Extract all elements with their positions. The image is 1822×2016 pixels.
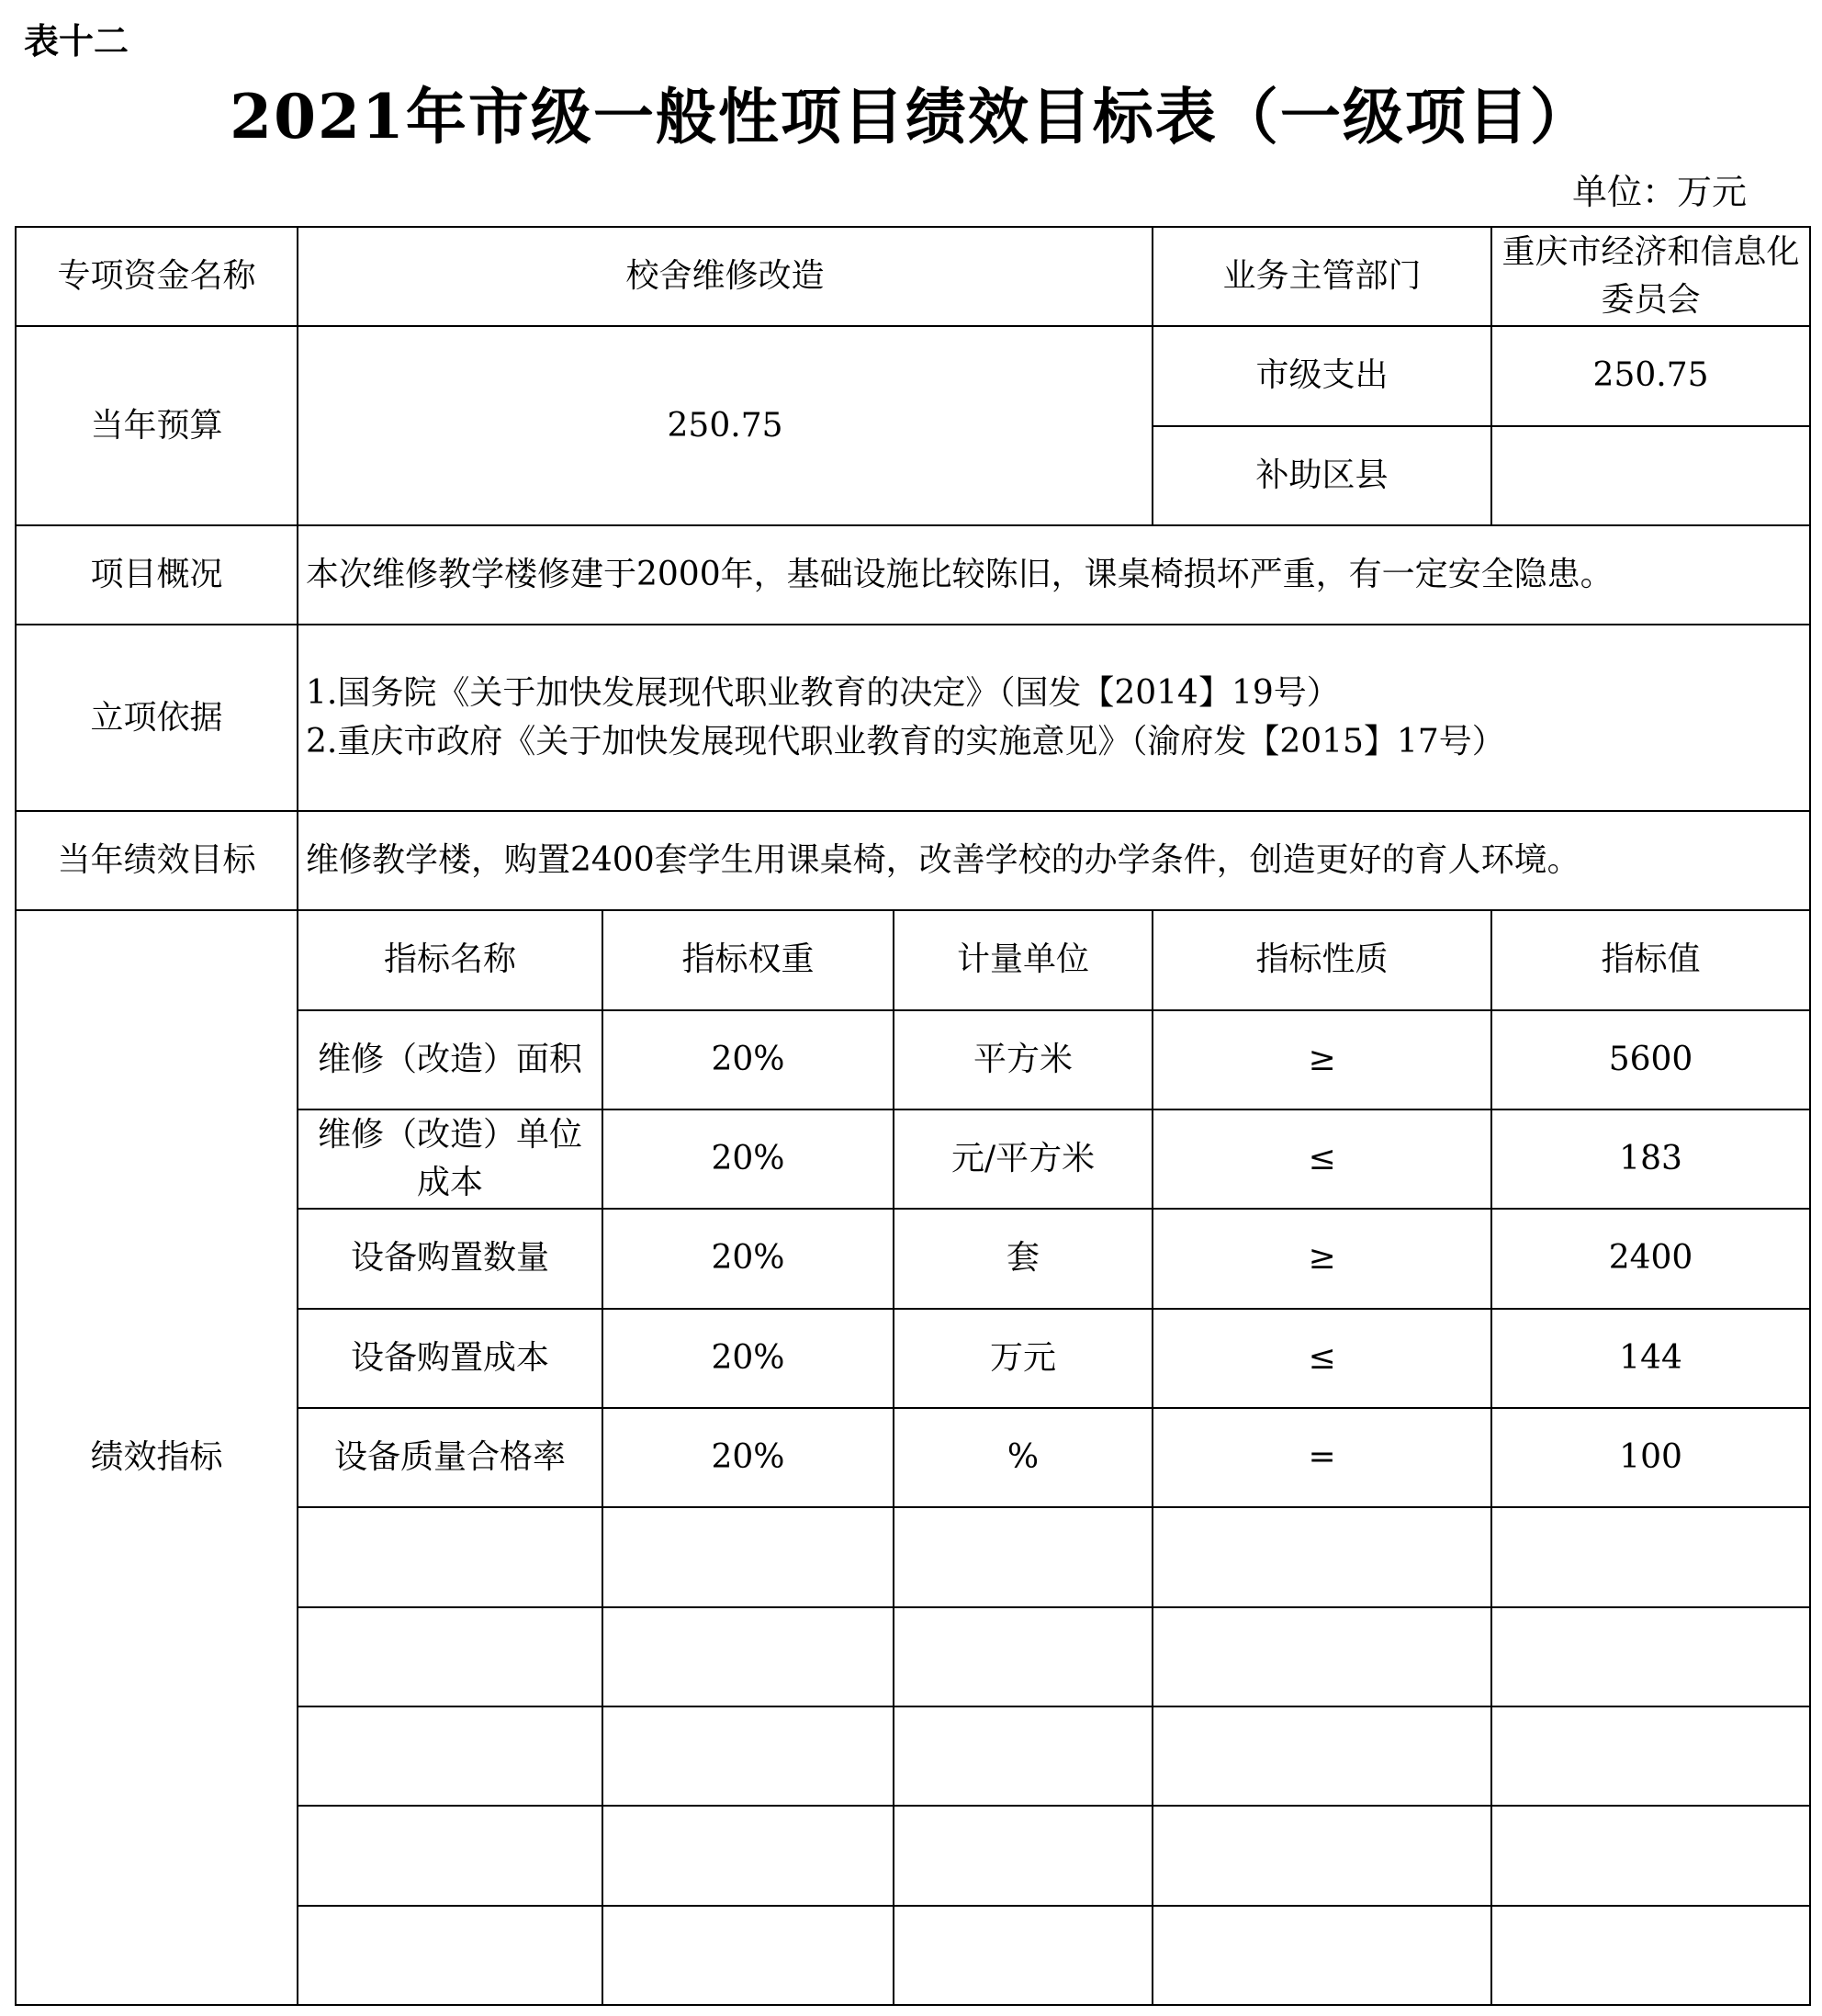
indicator-weight: 20% [602,1010,894,1109]
indicator-unit [894,1706,1153,1806]
indicator-nature [1153,1607,1491,1706]
indicator-value: 183 [1491,1109,1810,1209]
fund-name-value: 校舍维修改造 [298,227,1153,326]
indicator-header-row [16,910,1810,1009]
fund-name-label: 专项资金名称 [16,227,298,326]
department-label: 业务主管部门 [1153,227,1491,326]
indicator-nature [1153,1507,1491,1606]
indicator-nature: ≤ [1153,1309,1491,1408]
indicator-weight [602,1906,894,2005]
indicator-value [1491,1806,1810,1905]
indicator-nature [1153,1706,1491,1806]
indicator-name: 维修（改造）面积 [298,1010,602,1109]
indicator-value [1491,1706,1810,1806]
indicator-unit: % [894,1408,1153,1507]
basis-label: 立项依据 [16,625,298,811]
overview-row [16,525,1810,625]
column-header: 指标性质 [1153,910,1491,1009]
unit-note: 单位：万元 [1571,172,1747,212]
indicator-unit: 元/平方米 [894,1109,1153,1209]
indicator-name [298,1806,602,1905]
indicator-name [298,1706,602,1806]
budget-total: 250.75 [298,326,1153,525]
indicator-name: 维修（改造）单位成本 [298,1109,602,1209]
indicator-value: 100 [1491,1408,1810,1507]
document-title: 2021年市级一般性项目绩效目标表（一级项目） [230,81,1592,152]
indicator-weight: 20% [602,1309,894,1408]
performance-target-table [15,226,1811,2006]
indicator-unit: 套 [894,1209,1153,1308]
basis-row [16,625,1810,811]
indicator-name [298,1507,602,1606]
indicator-name: 设备购置数量 [298,1209,602,1308]
column-header: 指标权重 [602,910,894,1009]
indicator-weight: 20% [602,1408,894,1507]
indicators-label: 绩效指标 [16,910,298,2005]
basis-line: 1.国务院《关于加快发展现代职业教育的决定》（国发【2014】19号） [306,674,1340,713]
indicator-name: 设备购置成本 [298,1309,602,1408]
indicator-weight [602,1806,894,1905]
basis-text [298,625,1810,811]
indicator-value [1491,1906,1810,2005]
indicator-nature [1153,1906,1491,2005]
indicator-unit: 万元 [894,1309,1153,1408]
overview-text: 本次维修教学楼修建于2000年，基础设施比较陈旧，课桌椅损坏严重，有一定安全隐患。 [298,525,1810,625]
indicator-weight: 20% [602,1109,894,1209]
indicator-weight [602,1607,894,1706]
column-header: 计量单位 [894,910,1153,1009]
column-header: 指标值 [1491,910,1810,1009]
indicator-unit [894,1906,1153,2005]
indicator-value: 144 [1491,1309,1810,1408]
indicator-nature [1153,1806,1491,1905]
goal-label: 当年绩效目标 [16,811,298,910]
indicator-nature: = [1153,1408,1491,1507]
budget-row [16,326,1810,425]
goal-row [16,811,1810,910]
indicator-value [1491,1507,1810,1606]
department-value: 重庆市经济和信息化委员会 [1491,227,1810,326]
county-subsidy-value [1491,426,1810,525]
city-expense-label: 市级支出 [1153,326,1491,425]
indicator-unit [894,1507,1153,1606]
table-number-tag: 表十二 [24,21,129,62]
budget-label: 当年预算 [16,326,298,525]
indicator-weight [602,1507,894,1606]
indicator-nature: ≥ [1153,1209,1491,1308]
city-expense-value: 250.75 [1491,326,1810,425]
indicator-name [298,1906,602,2005]
indicator-nature: ≤ [1153,1109,1491,1209]
indicator-weight [602,1706,894,1806]
indicator-weight: 20% [602,1209,894,1308]
column-header: 指标名称 [298,910,602,1009]
indicator-value: 5600 [1491,1010,1810,1109]
indicator-name: 设备质量合格率 [298,1408,602,1507]
indicator-nature: ≥ [1153,1010,1491,1109]
indicator-unit [894,1607,1153,1706]
indicator-value [1491,1607,1810,1706]
basis-line: 2.重庆市政府《关于加快发展现代职业教育的实施意见》（渝府发【2015】17号） [306,722,1505,760]
indicator-value: 2400 [1491,1209,1810,1308]
indicator-name [298,1607,602,1706]
county-subsidy-label: 补助区县 [1153,426,1491,525]
overview-label: 项目概况 [16,525,298,625]
fund-row [16,227,1810,326]
goal-text: 维修教学楼，购置2400套学生用课桌椅，改善学校的办学条件，创造更好的育人环境。 [298,811,1810,910]
indicator-unit: 平方米 [894,1010,1153,1109]
indicator-unit [894,1806,1153,1905]
